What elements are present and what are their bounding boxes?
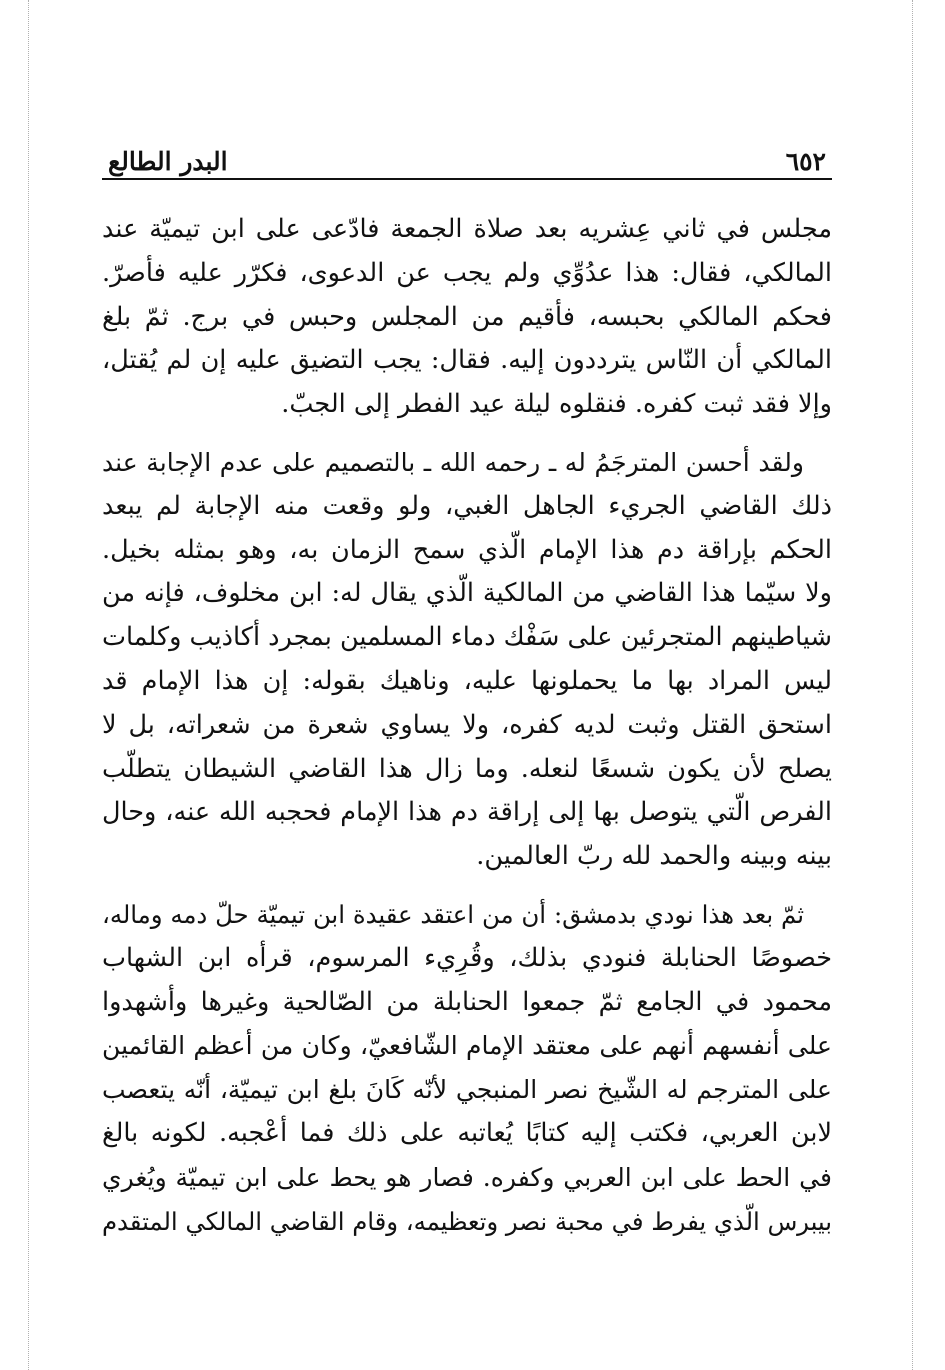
text-line: ثمّ بعد هذا نودي بدمشق: أن من اعتقد عقيدة ابن تيميّة حلّ دمه وماله،	[102, 899, 804, 929]
page-number: ٦٥٢	[785, 147, 826, 176]
paragraph-2	[102, 441, 832, 879]
text-line: في الحط على ابن العربي وكفره. فصار هو يحط على ابن تيميّة ويُغري	[102, 1162, 832, 1192]
header-rule	[102, 178, 832, 180]
text-line: الحكم بإراقة دم هذا الإمام الّذي سمح الزمان به، وهو بمثله بخيل.	[102, 534, 832, 565]
page-header	[102, 140, 832, 176]
text-line: شياطينهم المتجرئين على سَفْك دماء المسلمين بمجرد أكاذيب وكلمات	[102, 622, 832, 653]
text-line: على أنفسهم أنهم على معتقد الإمام الشّافعيّ، وكان من أعظم القائمين	[102, 1031, 832, 1061]
text-line: بينه وبينه والحمد لله ربّ العالمين.	[476, 841, 832, 872]
text-line: فحكم المالكي بحبسه، فأقيم من المجلس وحبس في برج. ثمّ بلغ	[102, 301, 832, 332]
text-line: وإلا فقد ثبت كفره. فنقلوه ليلة عيد الفطر إلى الجبّ.	[281, 389, 832, 420]
text-line: على المترجم له الشّيخ نصر المنبجي لأنّه كَانَ بلغ ابن تيميّة، أنّه يتعصب	[102, 1075, 832, 1105]
text-line: استحق القتل وثبت لديه كفره، ولا يساوي شعرة من شعراته، بل لا	[102, 709, 832, 740]
scan-edge-left	[28, 0, 29, 1370]
book-page	[102, 140, 832, 1257]
scan-edge-right	[912, 0, 913, 1370]
text-line: يصلح لأن يكون شسعًا لنعله. وما زال هذا القاضي الشيطان يتطلّب	[102, 753, 832, 784]
text-line: بيبرس الّذي يفرط في محبة نصر وتعظيمه، وقام القاضي المالكي المتقدم	[102, 1206, 832, 1236]
text-line: مجلس في ثاني عِشريه بعد صلاة الجمعة فادّعى على ابن تيميّة عند	[102, 214, 832, 244]
paragraph-1	[102, 208, 832, 427]
text-line: ليس المراد بها ما يحملونها عليه، وناهيك بقوله: إن هذا الإمام قد	[102, 665, 832, 696]
text-line: الفرص الّتي يتوصل بها إلى إراقة دم هذا الإمام فحجبه الله عنه، وحال	[102, 797, 832, 828]
text-line: المالكي، فقال: هذا عدُوِّي ولم يجب عن الدعوى، فكرّر عليه فأصرّ.	[102, 257, 832, 288]
text-line: خصوصًا الحنابلة فنودي بذلك، وقُرِيء المرسوم، قرأه ابن الشهاب	[102, 942, 832, 973]
text-line: ذلك القاضي الجريء الجاهل الغبي، ولو وقعت منه الإجابة لم يبعد	[102, 490, 832, 521]
text-line: محمود في الجامع ثمّ جمعوا الحنابلة من الصّالحية وغيرها وأشهدوا	[102, 986, 832, 1017]
text-line: المالكي أن النّاس يترددون إليه. فقال: يجب التضيق عليه إن لم يُقتل،	[102, 345, 832, 376]
text-line: ولا سيّما هذا القاضي من المالكية الّذي يقال له: ابن مخلوف، فإنه من	[102, 578, 832, 609]
running-title: البدر الطالع	[108, 147, 228, 176]
text-line: ولقد أحسن المترجَمُ له ـ رحمه الله ـ بالتصميم على عدم الإجابة عند	[102, 447, 804, 477]
paragraph-3	[102, 893, 832, 1243]
text-line: لابن العربي، فكتب إليه كتابًا يُعاتبه على ذلك فما أعْجبه. لكونه بالغ	[102, 1117, 832, 1148]
